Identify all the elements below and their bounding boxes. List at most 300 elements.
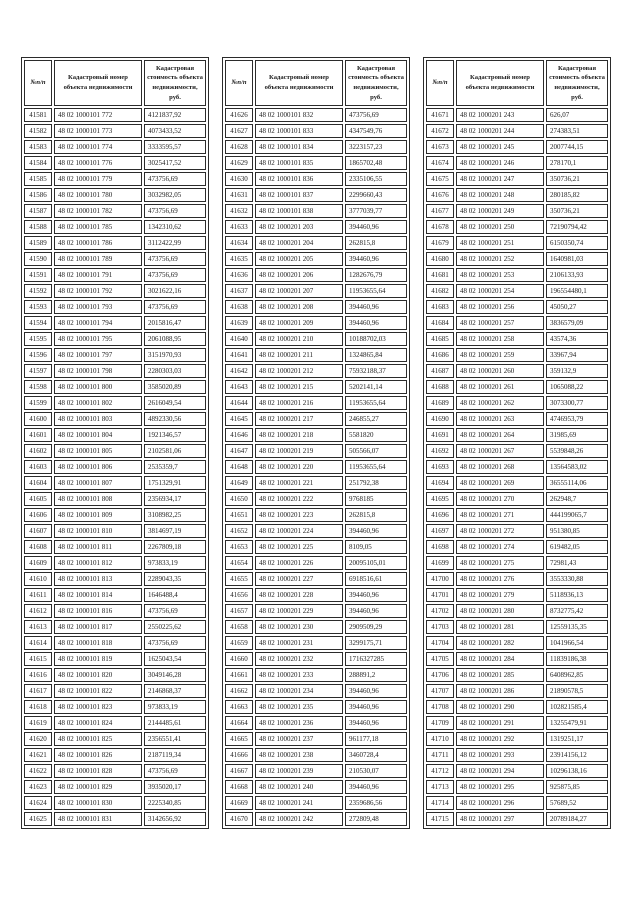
table-row bbox=[24, 316, 206, 330]
cadastral-value-cell: 72190794,42 bbox=[546, 220, 608, 234]
cadastral-number-cell: 48 02 1000101 823 bbox=[54, 700, 142, 714]
row-number-cell: 41642 bbox=[225, 364, 253, 378]
cadastral-number-cell: 48 02 1000201 242 bbox=[255, 812, 343, 826]
row-number-cell: 41617 bbox=[24, 684, 52, 698]
row-number-cell: 41583 bbox=[24, 140, 52, 154]
cadastral-number-cell: 48 02 1000101 825 bbox=[54, 732, 142, 746]
cadastral-number-cell: 48 02 1000101 793 bbox=[54, 300, 142, 314]
table-row bbox=[24, 572, 206, 586]
table-row bbox=[24, 124, 206, 138]
cadastral-number-cell: 48 02 1000201 241 bbox=[255, 796, 343, 810]
table-row bbox=[225, 684, 407, 698]
table-row bbox=[426, 620, 608, 634]
table-row bbox=[225, 268, 407, 282]
table-row bbox=[24, 540, 206, 554]
table-row bbox=[24, 556, 206, 570]
cadastral-value-cell: 11953655,64 bbox=[345, 284, 407, 298]
table-row bbox=[426, 716, 608, 730]
cadastral-value-cell: 925875,85 bbox=[546, 780, 608, 794]
row-number-cell: 41630 bbox=[225, 172, 253, 186]
table-row bbox=[24, 652, 206, 666]
table-row bbox=[225, 732, 407, 746]
cadastral-value-cell: 3021622,16 bbox=[144, 284, 206, 298]
row-number-cell: 41610 bbox=[24, 572, 52, 586]
row-number-cell: 41632 bbox=[225, 204, 253, 218]
table-row bbox=[426, 460, 608, 474]
cadastral-number-cell: 48 02 1000201 296 bbox=[456, 796, 544, 810]
row-number-cell: 41660 bbox=[225, 652, 253, 666]
table-row bbox=[426, 812, 608, 826]
cadastral-number-cell: 48 02 1000201 211 bbox=[255, 348, 343, 362]
table-row bbox=[24, 380, 206, 394]
cadastral-number-cell: 48 02 1000201 285 bbox=[456, 668, 544, 682]
cadastral-number-cell: 48 02 1000201 261 bbox=[456, 380, 544, 394]
table-row bbox=[426, 396, 608, 410]
header-cadastral-number: Кадастровый номер объекта недвижимости bbox=[255, 60, 343, 106]
table-row bbox=[426, 700, 608, 714]
cadastral-number-cell: 48 02 1000101 803 bbox=[54, 412, 142, 426]
cadastral-value-cell: 8732775,42 bbox=[546, 604, 608, 618]
cadastral-number-cell: 48 02 1000201 292 bbox=[456, 732, 544, 746]
row-number-cell: 41650 bbox=[225, 492, 253, 506]
row-number-cell: 41600 bbox=[24, 412, 52, 426]
row-number-cell: 41590 bbox=[24, 252, 52, 266]
cadastral-value-cell: 473756,69 bbox=[144, 300, 206, 314]
row-number-cell: 41657 bbox=[225, 604, 253, 618]
cadastral-value-cell: 473756,69 bbox=[144, 764, 206, 778]
cadastral-value-cell: 43574,36 bbox=[546, 332, 608, 346]
row-number-cell: 41620 bbox=[24, 732, 52, 746]
cadastral-value-cell: 1625043,54 bbox=[144, 652, 206, 666]
cadastral-value-cell: 13255479,91 bbox=[546, 716, 608, 730]
table-row bbox=[225, 444, 407, 458]
cadastral-number-cell: 48 02 1000201 254 bbox=[456, 284, 544, 298]
cadastral-value-cell: 272809,48 bbox=[345, 812, 407, 826]
row-number-cell: 41641 bbox=[225, 348, 253, 362]
row-number-cell: 41652 bbox=[225, 524, 253, 538]
row-number-cell: 41665 bbox=[225, 732, 253, 746]
table-row bbox=[225, 812, 407, 826]
tables-container bbox=[21, 57, 611, 829]
cadastral-number-cell: 48 02 1000201 203 bbox=[255, 220, 343, 234]
cadastral-value-cell: 4073433,52 bbox=[144, 124, 206, 138]
cadastral-value-cell: 1319251,17 bbox=[546, 732, 608, 746]
cadastral-value-cell: 20095105,01 bbox=[345, 556, 407, 570]
row-number-cell: 41684 bbox=[426, 316, 454, 330]
row-number-cell: 41587 bbox=[24, 204, 52, 218]
row-number-cell: 41608 bbox=[24, 540, 52, 554]
row-number-cell: 41622 bbox=[24, 764, 52, 778]
cadastral-number-cell: 48 02 1000201 253 bbox=[456, 268, 544, 282]
header-row bbox=[426, 60, 608, 106]
row-number-cell: 41626 bbox=[225, 108, 253, 122]
row-number-cell: 41612 bbox=[24, 604, 52, 618]
table-row bbox=[225, 284, 407, 298]
table-header bbox=[426, 60, 608, 106]
cadastral-number-cell: 48 02 1000201 215 bbox=[255, 380, 343, 394]
cadastral-number-cell: 48 02 1000201 269 bbox=[456, 476, 544, 490]
cadastral-value-cell: 274383,51 bbox=[546, 124, 608, 138]
table-row bbox=[426, 124, 608, 138]
cadastral-value-cell: 359132,9 bbox=[546, 364, 608, 378]
header-num: №п/п bbox=[225, 60, 253, 106]
cadastral-number-cell: 48 02 1000201 270 bbox=[456, 492, 544, 506]
cadastral-number-cell: 48 02 1000201 230 bbox=[255, 620, 343, 634]
cadastral-number-cell: 48 02 1000201 236 bbox=[255, 716, 343, 730]
row-number-cell: 41701 bbox=[426, 588, 454, 602]
table-row bbox=[225, 620, 407, 634]
cadastral-value-cell: 262815,8 bbox=[345, 236, 407, 250]
cadastral-number-cell: 48 02 1000101 798 bbox=[54, 364, 142, 378]
table-row bbox=[225, 780, 407, 794]
table-row bbox=[426, 508, 608, 522]
row-number-cell: 41707 bbox=[426, 684, 454, 698]
cadastral-value-cell: 5539848,26 bbox=[546, 444, 608, 458]
cadastral-value-cell: 5202141,14 bbox=[345, 380, 407, 394]
header-cadastral-value: Кадастровая стоимость объекта недвижимости, руб. bbox=[345, 60, 407, 106]
cadastral-value-cell: 3585020,89 bbox=[144, 380, 206, 394]
row-number-cell: 41655 bbox=[225, 572, 253, 586]
header-num: №п/п bbox=[426, 60, 454, 106]
table-row bbox=[24, 700, 206, 714]
cadastral-number-cell: 48 02 1000101 832 bbox=[255, 108, 343, 122]
table-row bbox=[225, 508, 407, 522]
table-row bbox=[426, 156, 608, 170]
cadastral-value-cell: 1640981,03 bbox=[546, 252, 608, 266]
cadastral-value-cell: 394460,96 bbox=[345, 220, 407, 234]
row-number-cell: 41676 bbox=[426, 188, 454, 202]
row-number-cell: 41659 bbox=[225, 636, 253, 650]
row-number-cell: 41712 bbox=[426, 764, 454, 778]
cadastral-number-cell: 48 02 1000201 218 bbox=[255, 428, 343, 442]
cadastral-number-cell: 48 02 1000101 795 bbox=[54, 332, 142, 346]
table-row bbox=[426, 108, 608, 122]
cadastral-number-cell: 48 02 1000101 805 bbox=[54, 444, 142, 458]
header-cadastral-value: Кадастровая стоимость объекта недвижимости, руб. bbox=[144, 60, 206, 106]
cadastral-value-cell: 20789184,27 bbox=[546, 812, 608, 826]
row-number-cell: 41661 bbox=[225, 668, 253, 682]
cadastral-value-cell: 2225340,85 bbox=[144, 796, 206, 810]
cadastral-value-cell: 1921346,57 bbox=[144, 428, 206, 442]
cadastral-number-cell: 48 02 1000101 826 bbox=[54, 748, 142, 762]
table-row bbox=[225, 652, 407, 666]
table-row bbox=[24, 348, 206, 362]
cadastral-number-cell: 48 02 1000201 290 bbox=[456, 700, 544, 714]
cadastral-number-cell: 48 02 1000201 267 bbox=[456, 444, 544, 458]
cadastral-value-cell: 5581820 bbox=[345, 428, 407, 442]
cadastral-number-cell: 48 02 1000201 244 bbox=[456, 124, 544, 138]
row-number-cell: 41677 bbox=[426, 204, 454, 218]
table-row bbox=[225, 700, 407, 714]
cadastral-number-cell: 48 02 1000101 824 bbox=[54, 716, 142, 730]
cadastral-value-cell: 2616049,54 bbox=[144, 396, 206, 410]
row-number-cell: 41611 bbox=[24, 588, 52, 602]
cadastral-number-cell: 48 02 1000201 297 bbox=[456, 812, 544, 826]
row-number-cell: 41588 bbox=[24, 220, 52, 234]
row-number-cell: 41651 bbox=[225, 508, 253, 522]
row-number-cell: 41670 bbox=[225, 812, 253, 826]
table-row bbox=[225, 716, 407, 730]
cadastral-value-cell: 45050,27 bbox=[546, 300, 608, 314]
cadastral-value-cell: 1751329,91 bbox=[144, 476, 206, 490]
row-number-cell: 41678 bbox=[426, 220, 454, 234]
cadastral-value-cell: 1324865,84 bbox=[345, 348, 407, 362]
row-number-cell: 41609 bbox=[24, 556, 52, 570]
table-row bbox=[24, 460, 206, 474]
cadastral-number-cell: 48 02 1000201 250 bbox=[456, 220, 544, 234]
table-row bbox=[225, 108, 407, 122]
cadastral-value-cell: 350736,21 bbox=[546, 172, 608, 186]
cadastral-value-cell: 2007744,15 bbox=[546, 140, 608, 154]
cadastral-value-cell: 102821585,4 bbox=[546, 700, 608, 714]
cadastral-value-cell: 11953655,64 bbox=[345, 460, 407, 474]
table-row bbox=[426, 604, 608, 618]
cadastral-value-cell: 10188702,03 bbox=[345, 332, 407, 346]
cadastral-number-cell: 48 02 1000201 246 bbox=[456, 156, 544, 170]
cadastral-number-cell: 48 02 1000201 272 bbox=[456, 524, 544, 538]
row-number-cell: 41592 bbox=[24, 284, 52, 298]
row-number-cell: 41679 bbox=[426, 236, 454, 250]
cadastral-value-cell: 280185,82 bbox=[546, 188, 608, 202]
cadastral-value-cell: 961177,18 bbox=[345, 732, 407, 746]
table-row bbox=[24, 508, 206, 522]
cadastral-number-cell: 48 02 1000201 222 bbox=[255, 492, 343, 506]
row-number-cell: 41649 bbox=[225, 476, 253, 490]
row-number-cell: 41595 bbox=[24, 332, 52, 346]
table-row bbox=[24, 412, 206, 426]
cadastral-number-cell: 48 02 1000201 279 bbox=[456, 588, 544, 602]
table-row bbox=[24, 732, 206, 746]
cadastral-number-cell: 48 02 1000201 276 bbox=[456, 572, 544, 586]
table-row bbox=[24, 668, 206, 682]
table-row bbox=[225, 364, 407, 378]
header-row bbox=[24, 60, 206, 106]
cadastral-value-cell: 1282676,79 bbox=[345, 268, 407, 282]
row-number-cell: 41714 bbox=[426, 796, 454, 810]
cadastral-value-cell: 4347549,76 bbox=[345, 124, 407, 138]
table-row bbox=[225, 460, 407, 474]
row-number-cell: 41598 bbox=[24, 380, 52, 394]
cadastral-number-cell: 48 02 1000201 217 bbox=[255, 412, 343, 426]
table-row bbox=[24, 268, 206, 282]
cadastral-number-cell: 48 02 1000201 240 bbox=[255, 780, 343, 794]
row-number-cell: 41644 bbox=[225, 396, 253, 410]
cadastral-value-cell: 2356551,41 bbox=[144, 732, 206, 746]
cadastral-value-cell: 23914156,12 bbox=[546, 748, 608, 762]
cadastral-value-cell: 2015816,47 bbox=[144, 316, 206, 330]
row-number-cell: 41715 bbox=[426, 812, 454, 826]
cadastral-value-cell: 2535359,7 bbox=[144, 460, 206, 474]
cadastral-value-cell: 288891,2 bbox=[345, 668, 407, 682]
cadastral-number-cell: 48 02 1000201 220 bbox=[255, 460, 343, 474]
table-row bbox=[426, 236, 608, 250]
row-number-cell: 41596 bbox=[24, 348, 52, 362]
row-number-cell: 41648 bbox=[225, 460, 253, 474]
table-row bbox=[426, 284, 608, 298]
cadastral-number-cell: 48 02 1000101 782 bbox=[54, 204, 142, 218]
table-row bbox=[225, 492, 407, 506]
table-body bbox=[24, 108, 206, 826]
table-row bbox=[426, 220, 608, 234]
cadastral-value-cell: 394460,96 bbox=[345, 780, 407, 794]
cadastral-value-cell: 2356934,17 bbox=[144, 492, 206, 506]
row-number-cell: 41627 bbox=[225, 124, 253, 138]
table-row bbox=[225, 428, 407, 442]
header-cadastral-value: Кадастровая стоимость объекта недвижимости, руб. bbox=[546, 60, 608, 106]
table-row bbox=[225, 140, 407, 154]
cadastral-value-cell: 2335106,55 bbox=[345, 172, 407, 186]
table-row bbox=[426, 764, 608, 778]
row-number-cell: 41681 bbox=[426, 268, 454, 282]
table-row bbox=[24, 796, 206, 810]
table-row bbox=[24, 716, 206, 730]
row-number-cell: 41692 bbox=[426, 444, 454, 458]
table-row bbox=[24, 188, 206, 202]
cadastral-value-cell: 1646488,4 bbox=[144, 588, 206, 602]
cadastral-number-cell: 48 02 1000101 828 bbox=[54, 764, 142, 778]
cadastral-number-cell: 48 02 1000201 223 bbox=[255, 508, 343, 522]
row-number-cell: 41623 bbox=[24, 780, 52, 794]
row-number-cell: 41694 bbox=[426, 476, 454, 490]
row-number-cell: 41667 bbox=[225, 764, 253, 778]
cadastral-value-cell: 4892330,56 bbox=[144, 412, 206, 426]
cadastral-number-cell: 48 02 1000201 234 bbox=[255, 684, 343, 698]
table-row bbox=[426, 172, 608, 186]
row-number-cell: 41647 bbox=[225, 444, 253, 458]
table-row bbox=[426, 476, 608, 490]
cadastral-number-cell: 48 02 1000101 794 bbox=[54, 316, 142, 330]
cadastral-number-cell: 48 02 1000101 774 bbox=[54, 140, 142, 154]
table-row bbox=[225, 524, 407, 538]
cadastral-value-cell: 21890578,5 bbox=[546, 684, 608, 698]
cadastral-number-cell: 48 02 1000201 271 bbox=[456, 508, 544, 522]
row-number-cell: 41662 bbox=[225, 684, 253, 698]
cadastral-number-cell: 48 02 1000101 810 bbox=[54, 524, 142, 538]
cadastral-number-cell: 48 02 1000101 833 bbox=[255, 124, 343, 138]
table-row bbox=[225, 604, 407, 618]
cadastral-number-cell: 48 02 1000201 291 bbox=[456, 716, 544, 730]
table-row bbox=[426, 300, 608, 314]
cadastral-value-cell: 31985,69 bbox=[546, 428, 608, 442]
cadastral-value-cell: 3935020,17 bbox=[144, 780, 206, 794]
cadastral-value-cell: 473756,69 bbox=[144, 204, 206, 218]
cadastral-value-cell: 2144485,61 bbox=[144, 716, 206, 730]
cadastral-number-cell: 48 02 1000101 837 bbox=[255, 188, 343, 202]
cadastral-number-cell: 48 02 1000201 281 bbox=[456, 620, 544, 634]
cadastral-value-cell: 13564583,02 bbox=[546, 460, 608, 474]
cadastral-number-cell: 48 02 1000101 816 bbox=[54, 604, 142, 618]
cadastral-value-cell: 394460,96 bbox=[345, 684, 407, 698]
table-row bbox=[426, 412, 608, 426]
cadastral-value-cell: 3142656,92 bbox=[144, 812, 206, 826]
table-row bbox=[24, 476, 206, 490]
row-number-cell: 41631 bbox=[225, 188, 253, 202]
row-number-cell: 41616 bbox=[24, 668, 52, 682]
cadastral-value-cell: 36555114,06 bbox=[546, 476, 608, 490]
cadastral-number-cell: 48 02 1000201 206 bbox=[255, 268, 343, 282]
cadastral-value-cell: 262815,8 bbox=[345, 508, 407, 522]
row-number-cell: 41582 bbox=[24, 124, 52, 138]
cadastral-value-cell: 8109,05 bbox=[345, 540, 407, 554]
cadastral-value-cell: 3223157,23 bbox=[345, 140, 407, 154]
cadastral-value-cell: 394460,96 bbox=[345, 252, 407, 266]
row-number-cell: 41708 bbox=[426, 700, 454, 714]
table-row bbox=[225, 556, 407, 570]
cadastral-value-cell: 57689,52 bbox=[546, 796, 608, 810]
row-number-cell: 41635 bbox=[225, 252, 253, 266]
table-row bbox=[426, 268, 608, 282]
table-row bbox=[225, 748, 407, 762]
table-row bbox=[426, 140, 608, 154]
cadastral-number-cell: 48 02 1000201 248 bbox=[456, 188, 544, 202]
cadastral-value-cell: 473756,69 bbox=[144, 172, 206, 186]
row-number-cell: 41607 bbox=[24, 524, 52, 538]
table-row bbox=[24, 284, 206, 298]
cadastral-value-cell: 10296138,16 bbox=[546, 764, 608, 778]
table-row bbox=[426, 684, 608, 698]
row-number-cell: 41696 bbox=[426, 508, 454, 522]
cadastral-number-cell: 48 02 1000101 780 bbox=[54, 188, 142, 202]
cadastral-value-cell: 1865702,48 bbox=[345, 156, 407, 170]
row-number-cell: 41615 bbox=[24, 652, 52, 666]
cadastral-value-cell: 973833,19 bbox=[144, 556, 206, 570]
cadastral-value-cell: 2289043,35 bbox=[144, 572, 206, 586]
row-number-cell: 41702 bbox=[426, 604, 454, 618]
cadastral-number-cell: 48 02 1000201 257 bbox=[456, 316, 544, 330]
row-number-cell: 41594 bbox=[24, 316, 52, 330]
row-number-cell: 41613 bbox=[24, 620, 52, 634]
row-number-cell: 41636 bbox=[225, 268, 253, 282]
cadastral-number-cell: 48 02 1000201 235 bbox=[255, 700, 343, 714]
cadastral-number-cell: 48 02 1000201 204 bbox=[255, 236, 343, 250]
cadastral-value-cell: 394460,96 bbox=[345, 316, 407, 330]
row-number-cell: 41614 bbox=[24, 636, 52, 650]
table-row bbox=[426, 380, 608, 394]
table-row bbox=[24, 108, 206, 122]
row-number-cell: 41663 bbox=[225, 700, 253, 714]
row-number-cell: 41686 bbox=[426, 348, 454, 362]
cadastral-value-cell: 2280303,03 bbox=[144, 364, 206, 378]
cadastral-value-cell: 262948,7 bbox=[546, 492, 608, 506]
row-number-cell: 41589 bbox=[24, 236, 52, 250]
row-number-cell: 41637 bbox=[225, 284, 253, 298]
cadastral-number-cell: 48 02 1000201 259 bbox=[456, 348, 544, 362]
cadastral-number-cell: 48 02 1000201 264 bbox=[456, 428, 544, 442]
cadastral-table-2 bbox=[222, 57, 410, 829]
row-number-cell: 41603 bbox=[24, 460, 52, 474]
cadastral-value-cell: 3073300,77 bbox=[546, 396, 608, 410]
row-number-cell: 41675 bbox=[426, 172, 454, 186]
cadastral-value-cell: 2909509,29 bbox=[345, 620, 407, 634]
cadastral-number-cell: 48 02 1000101 819 bbox=[54, 652, 142, 666]
table-row bbox=[24, 748, 206, 762]
cadastral-value-cell: 3333595,57 bbox=[144, 140, 206, 154]
cadastral-number-cell: 48 02 1000101 802 bbox=[54, 396, 142, 410]
row-number-cell: 41593 bbox=[24, 300, 52, 314]
row-number-cell: 41703 bbox=[426, 620, 454, 634]
cadastral-number-cell: 48 02 1000101 797 bbox=[54, 348, 142, 362]
table-row bbox=[24, 428, 206, 442]
cadastral-value-cell: 505566,07 bbox=[345, 444, 407, 458]
cadastral-value-cell: 3836579,09 bbox=[546, 316, 608, 330]
table-row bbox=[225, 540, 407, 554]
table-row bbox=[426, 348, 608, 362]
cadastral-number-cell: 48 02 1000201 212 bbox=[255, 364, 343, 378]
cadastral-number-cell: 48 02 1000101 806 bbox=[54, 460, 142, 474]
cadastral-number-cell: 48 02 1000101 838 bbox=[255, 204, 343, 218]
cadastral-number-cell: 48 02 1000101 789 bbox=[54, 252, 142, 266]
table-row bbox=[426, 652, 608, 666]
